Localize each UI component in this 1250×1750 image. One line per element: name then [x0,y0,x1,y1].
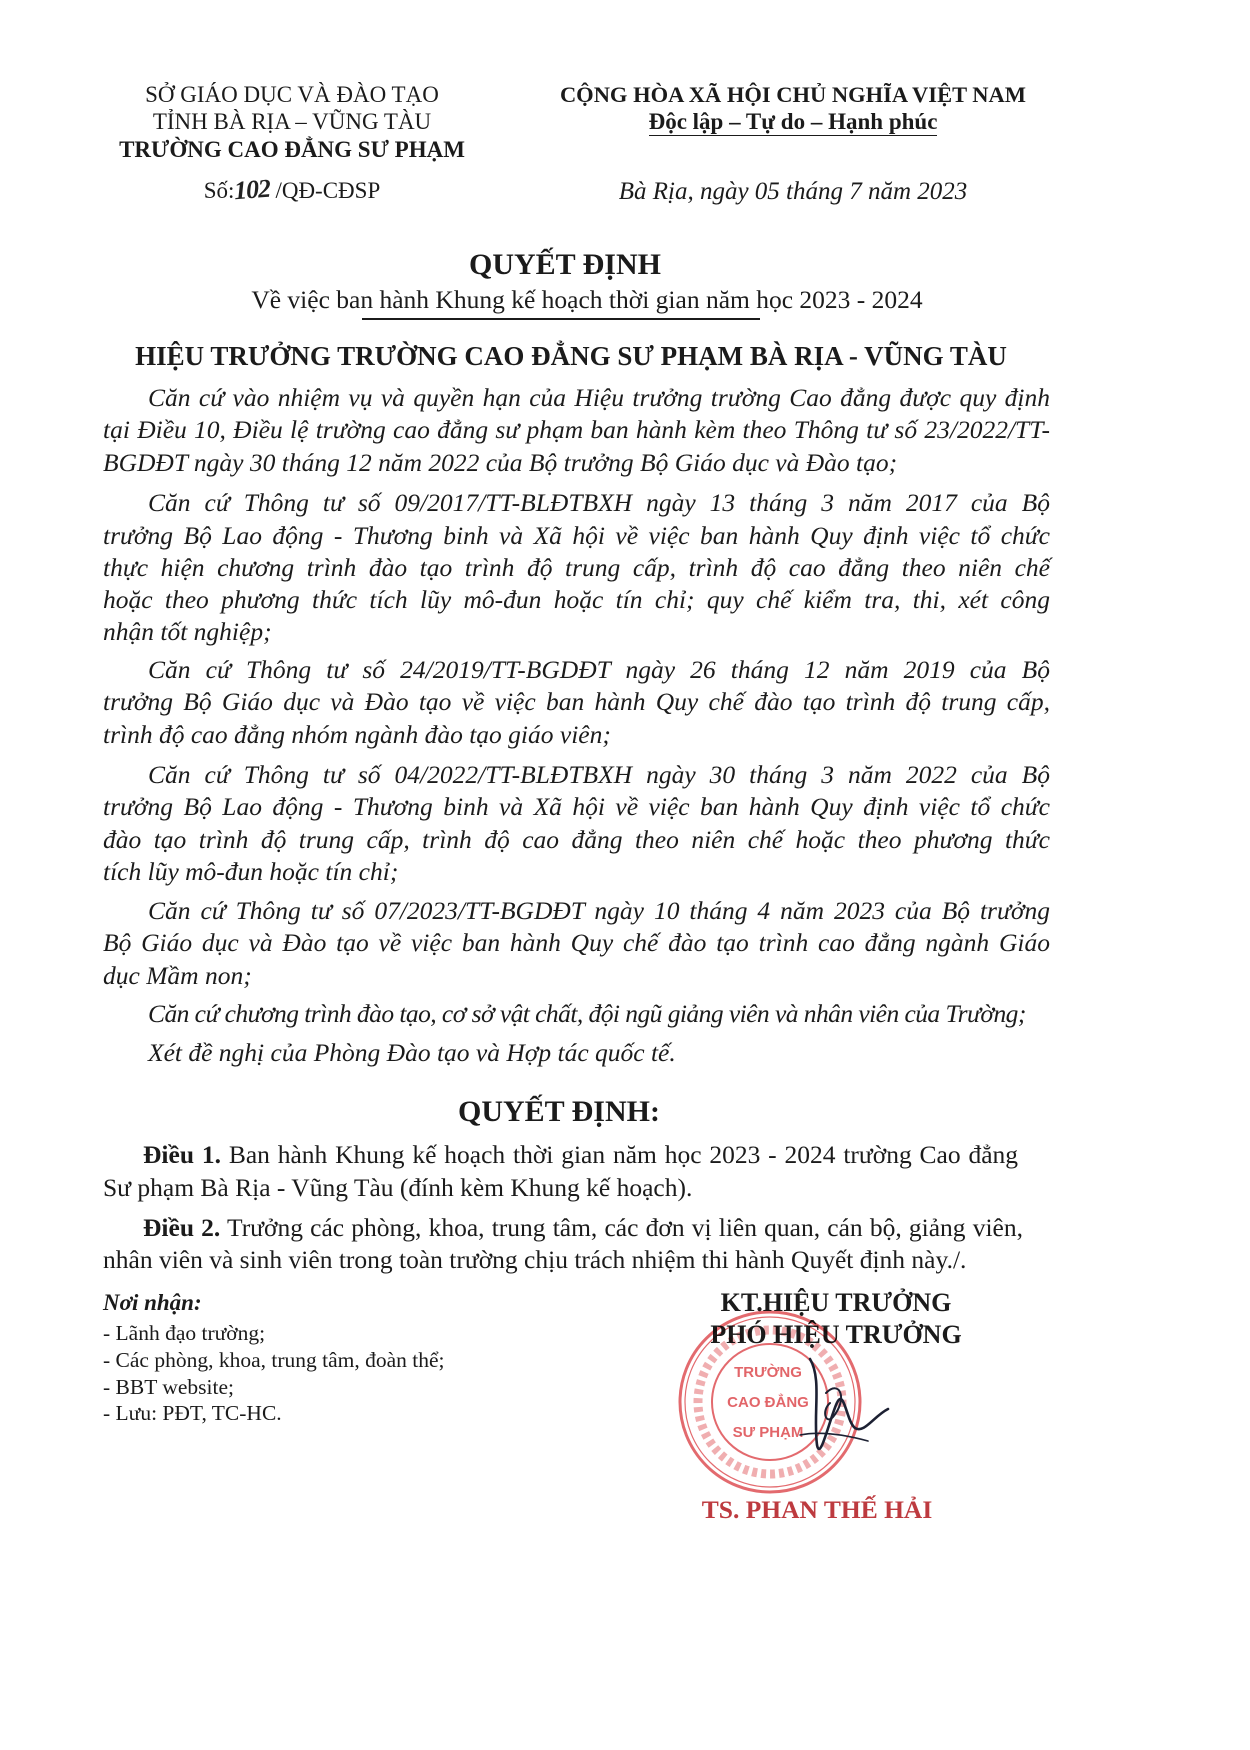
national-motto [543,108,1043,136]
document-title: QUYẾT ĐỊNH [469,248,661,281]
article-line [143,1139,1018,1171]
province-name: TỈNH BÀ RỊA – VŨNG TÀU [152,109,432,134]
recipient-item: - Lưu: PĐT, TC-HC. [103,1401,282,1425]
legal-basis-line: thực hiện chương trình đào tạo trình độ trung cấp, trình độ cao đẳng theo niên chế [103,553,1050,582]
seal-text-line: CAO ĐẲNG [727,1394,809,1411]
school-name: TRƯỜNG CAO ĐẲNG SƯ PHẠM [119,137,465,162]
legal-basis-line: Căn cứ Thông tư số 07/2023/TT-BGDĐT ngày 10 tháng 4 năm 2023 của Bộ trưởng [148,896,1050,925]
signer-on-behalf: KT.HIỆU TRƯỞNG [720,1288,952,1317]
national-motto-text: Độc lập – Tự do – Hạnh phúc [648,109,938,134]
legal-basis-line: trưởng Bộ Lao động - Thương binh và Xã hội về việc ban hành Quy định việc tổ chức [103,792,1050,821]
legal-basis-line: Bộ Giáo dục và Đào tạo về việc ban hành Quy chế đào tạo trình cao đẳng ngành Giáo [103,928,1050,957]
recipient-item: - Lãnh đạo trường; [103,1321,266,1345]
legal-basis-line: hoặc theo phương thức tích lũy mô-đun hoặc tín chỉ; quy chế kiểm tra, thi, xét công [103,585,1050,614]
subtitle-rule [362,318,760,320]
legal-basis-line: BGDĐT ngày 30 tháng 12 năm 2022 của Bộ trưởng Bộ Giáo dục và Đào tạo; [103,448,898,477]
recipient-item: - Các phòng, khoa, trung tâm, đoàn thể; [103,1348,445,1372]
article-line [143,1212,1023,1244]
recipient-item: - BBT website; [103,1375,234,1399]
issuing-authority: HIỆU TRƯỞNG TRƯỜNG CAO ĐẲNG SƯ PHẠM BÀ RỊA - VŨNG TÀU [135,341,1007,371]
article-line: nhân viên và sinh viên trong toàn trường chịu trách nhiệm thi hành Quyết định này./. [103,1245,967,1274]
official-seal [650,1285,910,1515]
document-subtitle: Về việc ban hành Khung kế hoạch thời gian năm học 2023 - 2024 [251,285,923,314]
legal-basis-line: tại Điều 10, Điều lệ trường cao đẳng sư phạm ban hành kèm theo Thông tư số 23/2022/TT- [103,415,1050,444]
article-line: Sư phạm Bà Rịa - Vũng Tàu (đính kèm Khung kế hoạch). [103,1173,693,1202]
country-name: CỘNG HÒA XÃ HỘI CHỦ NGHĨA VIỆT NAM [559,82,1027,107]
article-label: Điều 1. [143,1140,221,1169]
document-number-suffix: /QĐ-CĐSP [275,178,381,203]
seal-text-line: TRƯỜNG [734,1364,802,1381]
legal-basis-line: Căn cứ Thông tư số 09/2017/TT-BLĐTBXH ngày 13 tháng 3 năm 2017 của Bộ [148,488,1050,517]
legal-basis-line: trình độ cao đẳng nhóm ngành đào tạo giáo viên; [103,720,611,749]
seal-text [727,1363,809,1441]
decision-heading: QUYẾT ĐỊNH: [458,1095,660,1128]
signer-name: TS. PHAN THẾ HẢI [701,1495,933,1524]
document-number-prefix: Số: [203,178,235,203]
department-name: SỞ GIÁO DỤC VÀ ĐÀO TẠO [145,82,439,107]
signature-stroke [810,1359,888,1449]
legal-basis-line: Xét đề nghị của Phòng Đào tạo và Hợp tác quốc tế. [148,1038,676,1067]
legal-basis-line: nhận tốt nghiệp; [103,617,272,646]
document-number-value: 102 [233,173,272,206]
legal-basis-line: Căn cứ Thông tư số 04/2022/TT-BLĐTBXH ngày 30 tháng 3 năm 2022 của Bộ [148,760,1050,789]
legal-basis-line: Căn cứ vào nhiệm vụ và quyền hạn của Hiệu trưởng trường Cao đẳng được quy định [148,383,1050,412]
legal-basis-line: trưởng Bộ Giáo dục và Đào tạo về việc ban hành Quy chế đào tạo trình độ trung cấp, [103,687,1050,716]
document-number [92,173,492,206]
place-date: Bà Rịa, ngày 05 tháng 7 năm 2023 [618,178,968,205]
article-text: Trưởng các phòng, khoa, trung tâm, các đơn vị liên quan, cán bộ, giảng viên, [227,1213,1023,1242]
legal-basis-line: trưởng Bộ Lao động - Thương binh và Xã hội về việc ban hành Quy định việc tổ chức [103,521,1050,550]
recipients-heading: Nơi nhận: [103,1290,202,1315]
article-label: Điều 2. [143,1213,221,1242]
signer-position: PHÓ HIỆU TRƯỞNG [710,1320,962,1349]
seal-text-line: SƯ PHẠM [732,1424,804,1441]
legal-basis-line: đào tạo trình độ trung cấp, trình độ cao đẳng theo niên chế hoặc theo phương thức [103,825,1050,854]
legal-basis-line: tích lũy mô-đun hoặc tín chỉ; [103,857,399,886]
legal-basis-line: Căn cứ chương trình đào tạo, cơ sở vật chất, đội ngũ giảng viên và nhân viên của Trường; [148,999,1026,1028]
article-text: Ban hành Khung kế hoạch thời gian năm học 2023 - 2024 trường Cao đẳng [228,1140,1019,1169]
legal-basis-line: dục Mầm non; [103,961,252,990]
legal-basis-line: Căn cứ Thông tư số 24/2019/TT-BGDĐT ngày 26 tháng 12 năm 2019 của Bộ [148,655,1050,684]
signature-mark [800,1359,888,1449]
